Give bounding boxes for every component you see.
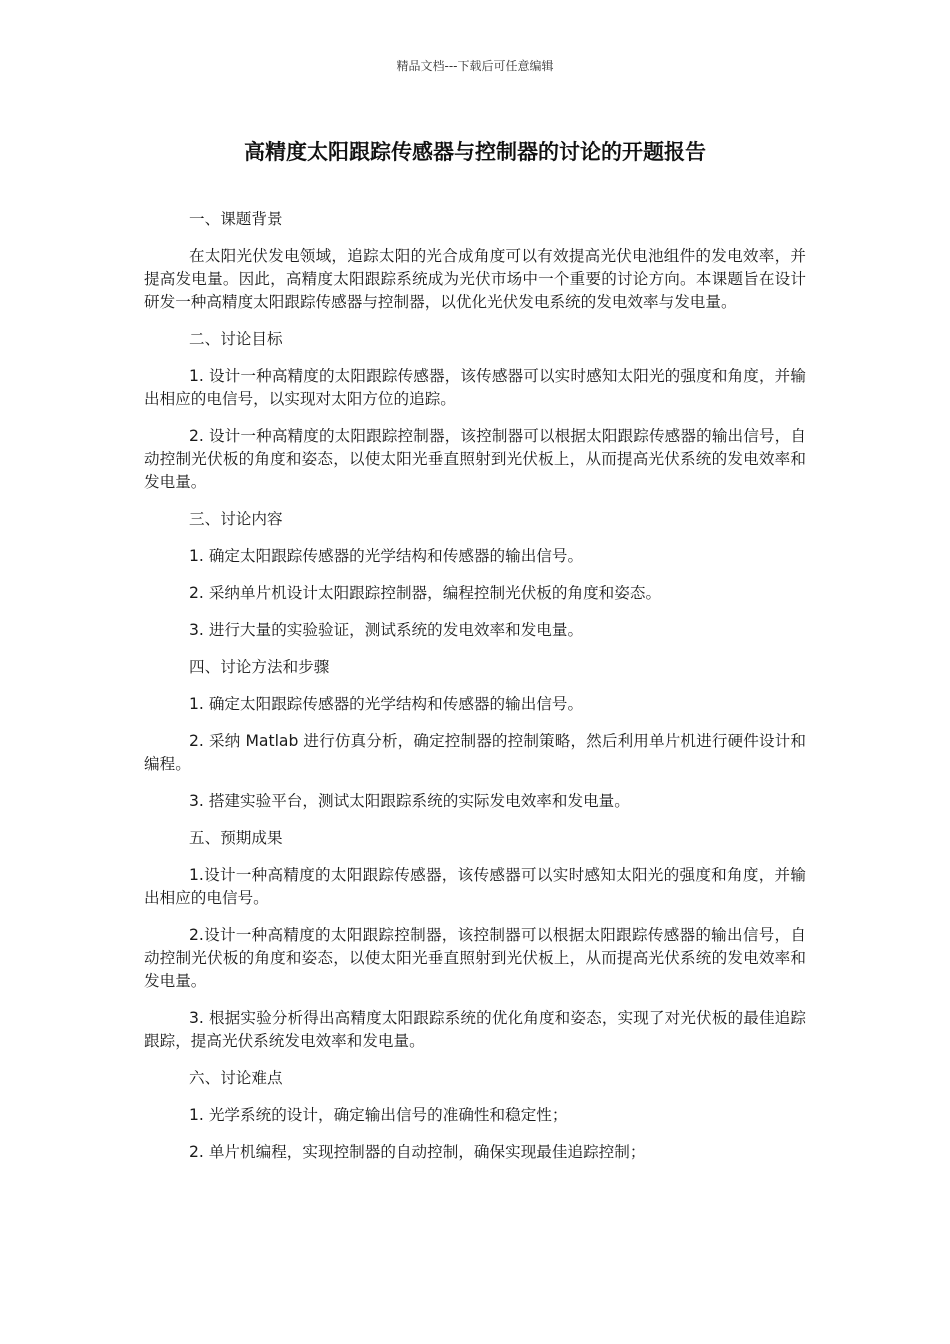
- method-item-1: 1. 确定太阳跟踪传感器的光学结构和传感器的输出信号。: [189, 695, 584, 713]
- background-paragraph: 在太阳光伏发电领域，追踪太阳的光合成角度可以有效提高光伏电池组件的发电效率，并提高发电量。因此，高精度太阳跟踪系统成为光伏市场中一个重要的讨论方向。本课题旨在设计研发一种高精度太阳跟踪传感器与控制器，以优化光伏发电系统的发电效率与发电量。: [144, 247, 806, 311]
- outcome-item-2: 2.设计一种高精度的太阳跟踪控制器，该控制器可以根据太阳跟踪传感器的输出信号，自动控制光伏板的角度和姿态，以使太阳光垂直照射到光伏板上，从而提高光伏系统的发电效率和发电量。: [144, 926, 806, 990]
- method-item-2: 2. 采纳 Matlab 进行仿真分析，确定控制器的控制策略，然后利用单片机进行硬件设计和编程。: [144, 732, 806, 773]
- section-heading-outcomes: 五、预期成果: [189, 829, 283, 847]
- difficulty-item-2: 2. 单片机编程，实现控制器的自动控制，确保实现最佳追踪控制；: [189, 1143, 646, 1161]
- content-item-1: 1. 确定太阳跟踪传感器的光学结构和传感器的输出信号。: [189, 547, 584, 565]
- document-body: [144, 208, 806, 1178]
- section-heading-difficulties: 六、讨论难点: [189, 1069, 283, 1087]
- section-heading-methods: 四、讨论方法和步骤: [189, 658, 330, 676]
- objective-item-1: 1. 设计一种高精度的太阳跟踪传感器，该传感器可以实时感知太阳光的强度和角度，并输出相应的电信号，以实现对太阳方位的追踪。: [144, 367, 806, 408]
- content-item-3: 3. 进行大量的实验验证，测试系统的发电效率和发电量。: [189, 621, 584, 639]
- section-heading-objectives: 二、讨论目标: [189, 330, 283, 348]
- header-note: 精品文档---下载后可任意编辑: [396, 59, 554, 73]
- content-item-2: 2. 采纳单片机设计太阳跟踪控制器，编程控制光伏板的角度和姿态。: [189, 584, 662, 602]
- section-heading-background: 一、课题背景: [189, 210, 283, 228]
- document-title: 高精度太阳跟踪传感器与控制器的讨论的开题报告: [244, 140, 706, 164]
- outcome-item-1: 1.设计一种高精度的太阳跟踪传感器，该传感器可以实时感知太阳光的强度和角度，并输出相应的电信号。: [144, 866, 806, 907]
- objective-item-2: 2. 设计一种高精度的太阳跟踪控制器，该控制器可以根据太阳跟踪传感器的输出信号，自动控制光伏板的角度和姿态，以使太阳光垂直照射到光伏板上，从而提高光伏系统的发电效率和发电量。: [144, 427, 806, 491]
- section-heading-content: 三、讨论内容: [189, 510, 283, 528]
- difficulty-item-1: 1. 光学系统的设计，确定输出信号的准确性和稳定性；: [189, 1106, 568, 1124]
- method-item-3: 3. 搭建实验平台，测试太阳跟踪系统的实际发电效率和发电量。: [189, 792, 630, 810]
- outcome-item-3: 3. 根据实验分析得出高精度太阳跟踪系统的优化角度和姿态，实现了对光伏板的最佳追踪跟踪，提高光伏系统发电效率和发电量。: [144, 1009, 806, 1050]
